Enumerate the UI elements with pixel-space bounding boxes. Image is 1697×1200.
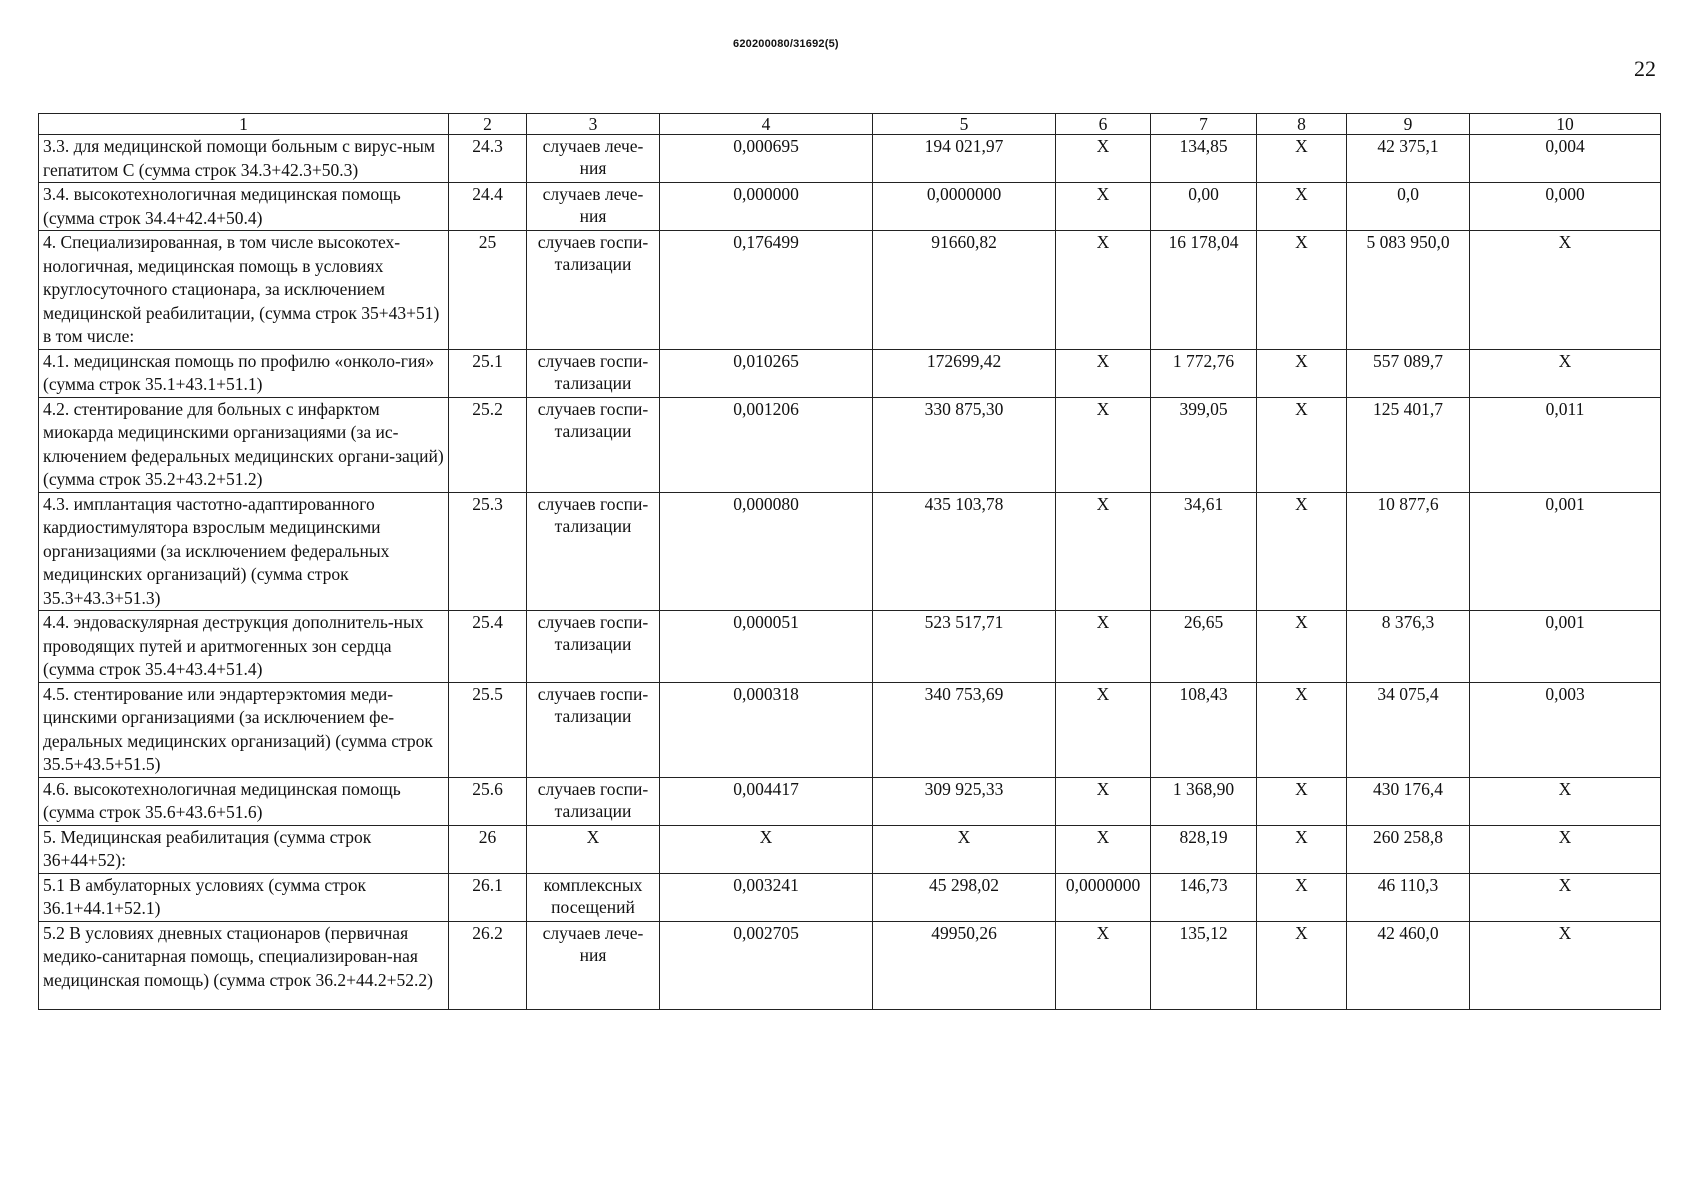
table-cell: случаев лече-ния bbox=[527, 921, 660, 1009]
header-cell: 3 bbox=[527, 114, 660, 135]
table-row bbox=[39, 492, 1661, 611]
table-cell: 24.3 bbox=[449, 135, 527, 183]
table-cell: 42 460,0 bbox=[1347, 921, 1470, 1009]
table-cell: Х bbox=[1056, 135, 1151, 183]
table-cell: 3.4. высокотехнологичная медицинская помощь (сумма строк 34.4+42.4+50.4) bbox=[39, 183, 449, 231]
header-cell: 5 bbox=[873, 114, 1056, 135]
table-cell: 435 103,78 bbox=[873, 492, 1056, 611]
table-cell: 172699,42 bbox=[873, 349, 1056, 397]
table-cell: 24.4 bbox=[449, 183, 527, 231]
table-cell: 0,000 bbox=[1470, 183, 1661, 231]
table-cell: 49950,26 bbox=[873, 921, 1056, 1009]
table-cell: 34,61 bbox=[1151, 492, 1257, 611]
table-cell: 5.2 В условиях дневных стационаров (первичная медико-санитарная помощь, специализирован-ная медицинская помощь) (сумма строк 36.2+44.2+52.2) bbox=[39, 921, 449, 1009]
table-header-row bbox=[39, 114, 1661, 135]
table-cell: 135,12 bbox=[1151, 921, 1257, 1009]
table-cell: случаев госпи-тализации bbox=[527, 492, 660, 611]
table-cell: случаев лече-ния bbox=[527, 135, 660, 183]
table-cell: 16 178,04 bbox=[1151, 231, 1257, 350]
table-cell: Х bbox=[1257, 397, 1347, 492]
table-row bbox=[39, 825, 1661, 873]
table-cell: 42 375,1 bbox=[1347, 135, 1470, 183]
table-cell: 0,002705 bbox=[660, 921, 873, 1009]
table-cell: 5.1 В амбулаторных условиях (сумма строк 36.1+44.1+52.1) bbox=[39, 873, 449, 921]
header-cell: 10 bbox=[1470, 114, 1661, 135]
table-cell: 330 875,30 bbox=[873, 397, 1056, 492]
data-table bbox=[38, 113, 1661, 1010]
table-cell: Х bbox=[1470, 921, 1661, 1009]
table-cell: 340 753,69 bbox=[873, 682, 1056, 777]
table-cell: Х bbox=[1257, 611, 1347, 683]
table-cell: 134,85 bbox=[1151, 135, 1257, 183]
table-cell: 125 401,7 bbox=[1347, 397, 1470, 492]
table-cell: Х bbox=[1257, 921, 1347, 1009]
table-cell: 0,001206 bbox=[660, 397, 873, 492]
table-cell: 4. Специализированная, в том числе высокотех-нологичная, медицинская помощь в условиях круглосуточного стационара, за исключением медицинской реабилитации, (сумма строк 35+43+51) в том числе: bbox=[39, 231, 449, 350]
table-cell: Х bbox=[1257, 231, 1347, 350]
table-cell: Х bbox=[1257, 492, 1347, 611]
table-row bbox=[39, 777, 1661, 825]
page-number: 22 bbox=[1634, 56, 1656, 81]
table-cell: 828,19 bbox=[1151, 825, 1257, 873]
table-cell: 0,010265 bbox=[660, 349, 873, 397]
table-cell: 4.2. стентирование для больных с инфарктом миокарда медицинскими организациями (за ис-ключением федеральных медицинских органи-заций) (сумма строк 35.2+43.2+51.2) bbox=[39, 397, 449, 492]
table-cell: Х bbox=[1056, 183, 1151, 231]
table-cell: 4.5. стентирование или эндартерэктомия меди-цинскими организациями (за исключением фе-деральных медицинских организаций) (сумма строк 35.5+43.5+51.5) bbox=[39, 682, 449, 777]
table-cell: 5. Медицинская реабилитация (сумма строк 36+44+52): bbox=[39, 825, 449, 873]
table-row bbox=[39, 397, 1661, 492]
table-row bbox=[39, 921, 1661, 1009]
table-cell: комплексных посещений bbox=[527, 873, 660, 921]
table-cell: случаев госпи-тализации bbox=[527, 397, 660, 492]
table-cell: 0,004417 bbox=[660, 777, 873, 825]
document-id: 620200080/31692(5) bbox=[733, 38, 839, 50]
table-cell: 0,0 bbox=[1347, 183, 1470, 231]
header-cell: 1 bbox=[39, 114, 449, 135]
table-cell: 10 877,6 bbox=[1347, 492, 1470, 611]
table-cell: 46 110,3 bbox=[1347, 873, 1470, 921]
table-cell: 0,001 bbox=[1470, 611, 1661, 683]
table-cell: случаев госпи-тализации bbox=[527, 349, 660, 397]
table-cell: 25.4 bbox=[449, 611, 527, 683]
table-row bbox=[39, 135, 1661, 183]
table-cell: Х bbox=[1056, 777, 1151, 825]
table-cell: 108,43 bbox=[1151, 682, 1257, 777]
table-cell: Х bbox=[1470, 825, 1661, 873]
table-cell: случаев госпи-тализации bbox=[527, 682, 660, 777]
table-cell: 25.3 bbox=[449, 492, 527, 611]
table-cell: 4.6. высокотехнологичная медицинская помощь (сумма строк 35.6+43.6+51.6) bbox=[39, 777, 449, 825]
table-cell: случаев госпи-тализации bbox=[527, 611, 660, 683]
table-cell: 26.1 bbox=[449, 873, 527, 921]
table-cell: 0,000695 bbox=[660, 135, 873, 183]
table-cell: Х bbox=[527, 825, 660, 873]
table-cell: 146,73 bbox=[1151, 873, 1257, 921]
table-cell: случаев госпи-тализации bbox=[527, 777, 660, 825]
table-cell: Х bbox=[1056, 682, 1151, 777]
table-cell: Х bbox=[1056, 611, 1151, 683]
table-cell: 523 517,71 bbox=[873, 611, 1056, 683]
table-row bbox=[39, 231, 1661, 350]
table-cell: 91660,82 bbox=[873, 231, 1056, 350]
table-cell: случаев лече-ния bbox=[527, 183, 660, 231]
table-cell: 0,004 bbox=[1470, 135, 1661, 183]
table-cell: 25 bbox=[449, 231, 527, 350]
table-cell: 4.1. медицинская помощь по профилю «онколо-гия» (сумма строк 35.1+43.1+51.1) bbox=[39, 349, 449, 397]
table-cell: 194 021,97 bbox=[873, 135, 1056, 183]
table-cell: случаев госпи-тализации bbox=[527, 231, 660, 350]
table-cell: 309 925,33 bbox=[873, 777, 1056, 825]
table-cell: 25.6 bbox=[449, 777, 527, 825]
table-cell: 0,000000 bbox=[660, 183, 873, 231]
table-cell: 260 258,8 bbox=[1347, 825, 1470, 873]
table-cell: 0,0000000 bbox=[873, 183, 1056, 231]
table-cell: Х bbox=[1470, 873, 1661, 921]
table-cell: 0,011 bbox=[1470, 397, 1661, 492]
table-cell: Х bbox=[1056, 492, 1151, 611]
table-cell: Х bbox=[1257, 825, 1347, 873]
table-body bbox=[39, 114, 1661, 1010]
table-cell: Х bbox=[1056, 921, 1151, 1009]
table-cell: 0,000051 bbox=[660, 611, 873, 683]
table-cell: Х bbox=[1470, 777, 1661, 825]
table-cell: 557 089,7 bbox=[1347, 349, 1470, 397]
table-cell: Х bbox=[1470, 349, 1661, 397]
table-cell: Х bbox=[1257, 135, 1347, 183]
table-cell: Х bbox=[1056, 825, 1151, 873]
table-cell: 26,65 bbox=[1151, 611, 1257, 683]
table-cell: 25.5 bbox=[449, 682, 527, 777]
table-cell: Х bbox=[1056, 231, 1151, 350]
table-cell: Х bbox=[1470, 231, 1661, 350]
table-cell: 430 176,4 bbox=[1347, 777, 1470, 825]
header-cell: 9 bbox=[1347, 114, 1470, 135]
header-cell: 6 bbox=[1056, 114, 1151, 135]
table-row bbox=[39, 349, 1661, 397]
table-cell: Х bbox=[660, 825, 873, 873]
header-cell: 2 bbox=[449, 114, 527, 135]
table-row bbox=[39, 873, 1661, 921]
table-cell: 4.4. эндоваскулярная деструкция дополнитель-ных проводящих путей и аритмогенных зон сердца (сумма строк 35.4+43.4+51.4) bbox=[39, 611, 449, 683]
table-row bbox=[39, 183, 1661, 231]
table-cell: 34 075,4 bbox=[1347, 682, 1470, 777]
table-cell: 3.3. для медицинской помощи больным с вирус-ным гепатитом С (сумма строк 34.3+42.3+50.3) bbox=[39, 135, 449, 183]
table-cell: Х bbox=[1257, 873, 1347, 921]
table-cell: 4.3. имплантация частотно-адаптированного кардиостимулятора взрослым медицинскими организациями (за исключением федеральных медицинских организаций) (сумма строк 35.3+43.3+51.3) bbox=[39, 492, 449, 611]
table-cell: 1 368,90 bbox=[1151, 777, 1257, 825]
table-cell: 0,003241 bbox=[660, 873, 873, 921]
table-cell: Х bbox=[1056, 349, 1151, 397]
table-cell: 399,05 bbox=[1151, 397, 1257, 492]
table-cell: Х bbox=[1257, 349, 1347, 397]
table-cell: 26 bbox=[449, 825, 527, 873]
table-row bbox=[39, 611, 1661, 683]
table-cell: 8 376,3 bbox=[1347, 611, 1470, 683]
header-cell: 8 bbox=[1257, 114, 1347, 135]
table-cell: 45 298,02 bbox=[873, 873, 1056, 921]
table-cell: 0,001 bbox=[1470, 492, 1661, 611]
table-cell: Х bbox=[1257, 777, 1347, 825]
table-cell: 0,003 bbox=[1470, 682, 1661, 777]
table-cell: 0,0000000 bbox=[1056, 873, 1151, 921]
table-cell: Х bbox=[1257, 682, 1347, 777]
header-cell: 4 bbox=[660, 114, 873, 135]
table-cell: 0,00 bbox=[1151, 183, 1257, 231]
table-cell: Х bbox=[873, 825, 1056, 873]
table-cell: 1 772,76 bbox=[1151, 349, 1257, 397]
header-cell: 7 bbox=[1151, 114, 1257, 135]
table-cell: 0,000080 bbox=[660, 492, 873, 611]
table-cell: 0,000318 bbox=[660, 682, 873, 777]
table-cell: 25.1 bbox=[449, 349, 527, 397]
table-cell: 25.2 bbox=[449, 397, 527, 492]
table-cell: Х bbox=[1056, 397, 1151, 492]
table-row bbox=[39, 682, 1661, 777]
table-cell: 5 083 950,0 bbox=[1347, 231, 1470, 350]
table-cell: Х bbox=[1257, 183, 1347, 231]
table-cell: 26.2 bbox=[449, 921, 527, 1009]
table-cell: 0,176499 bbox=[660, 231, 873, 350]
